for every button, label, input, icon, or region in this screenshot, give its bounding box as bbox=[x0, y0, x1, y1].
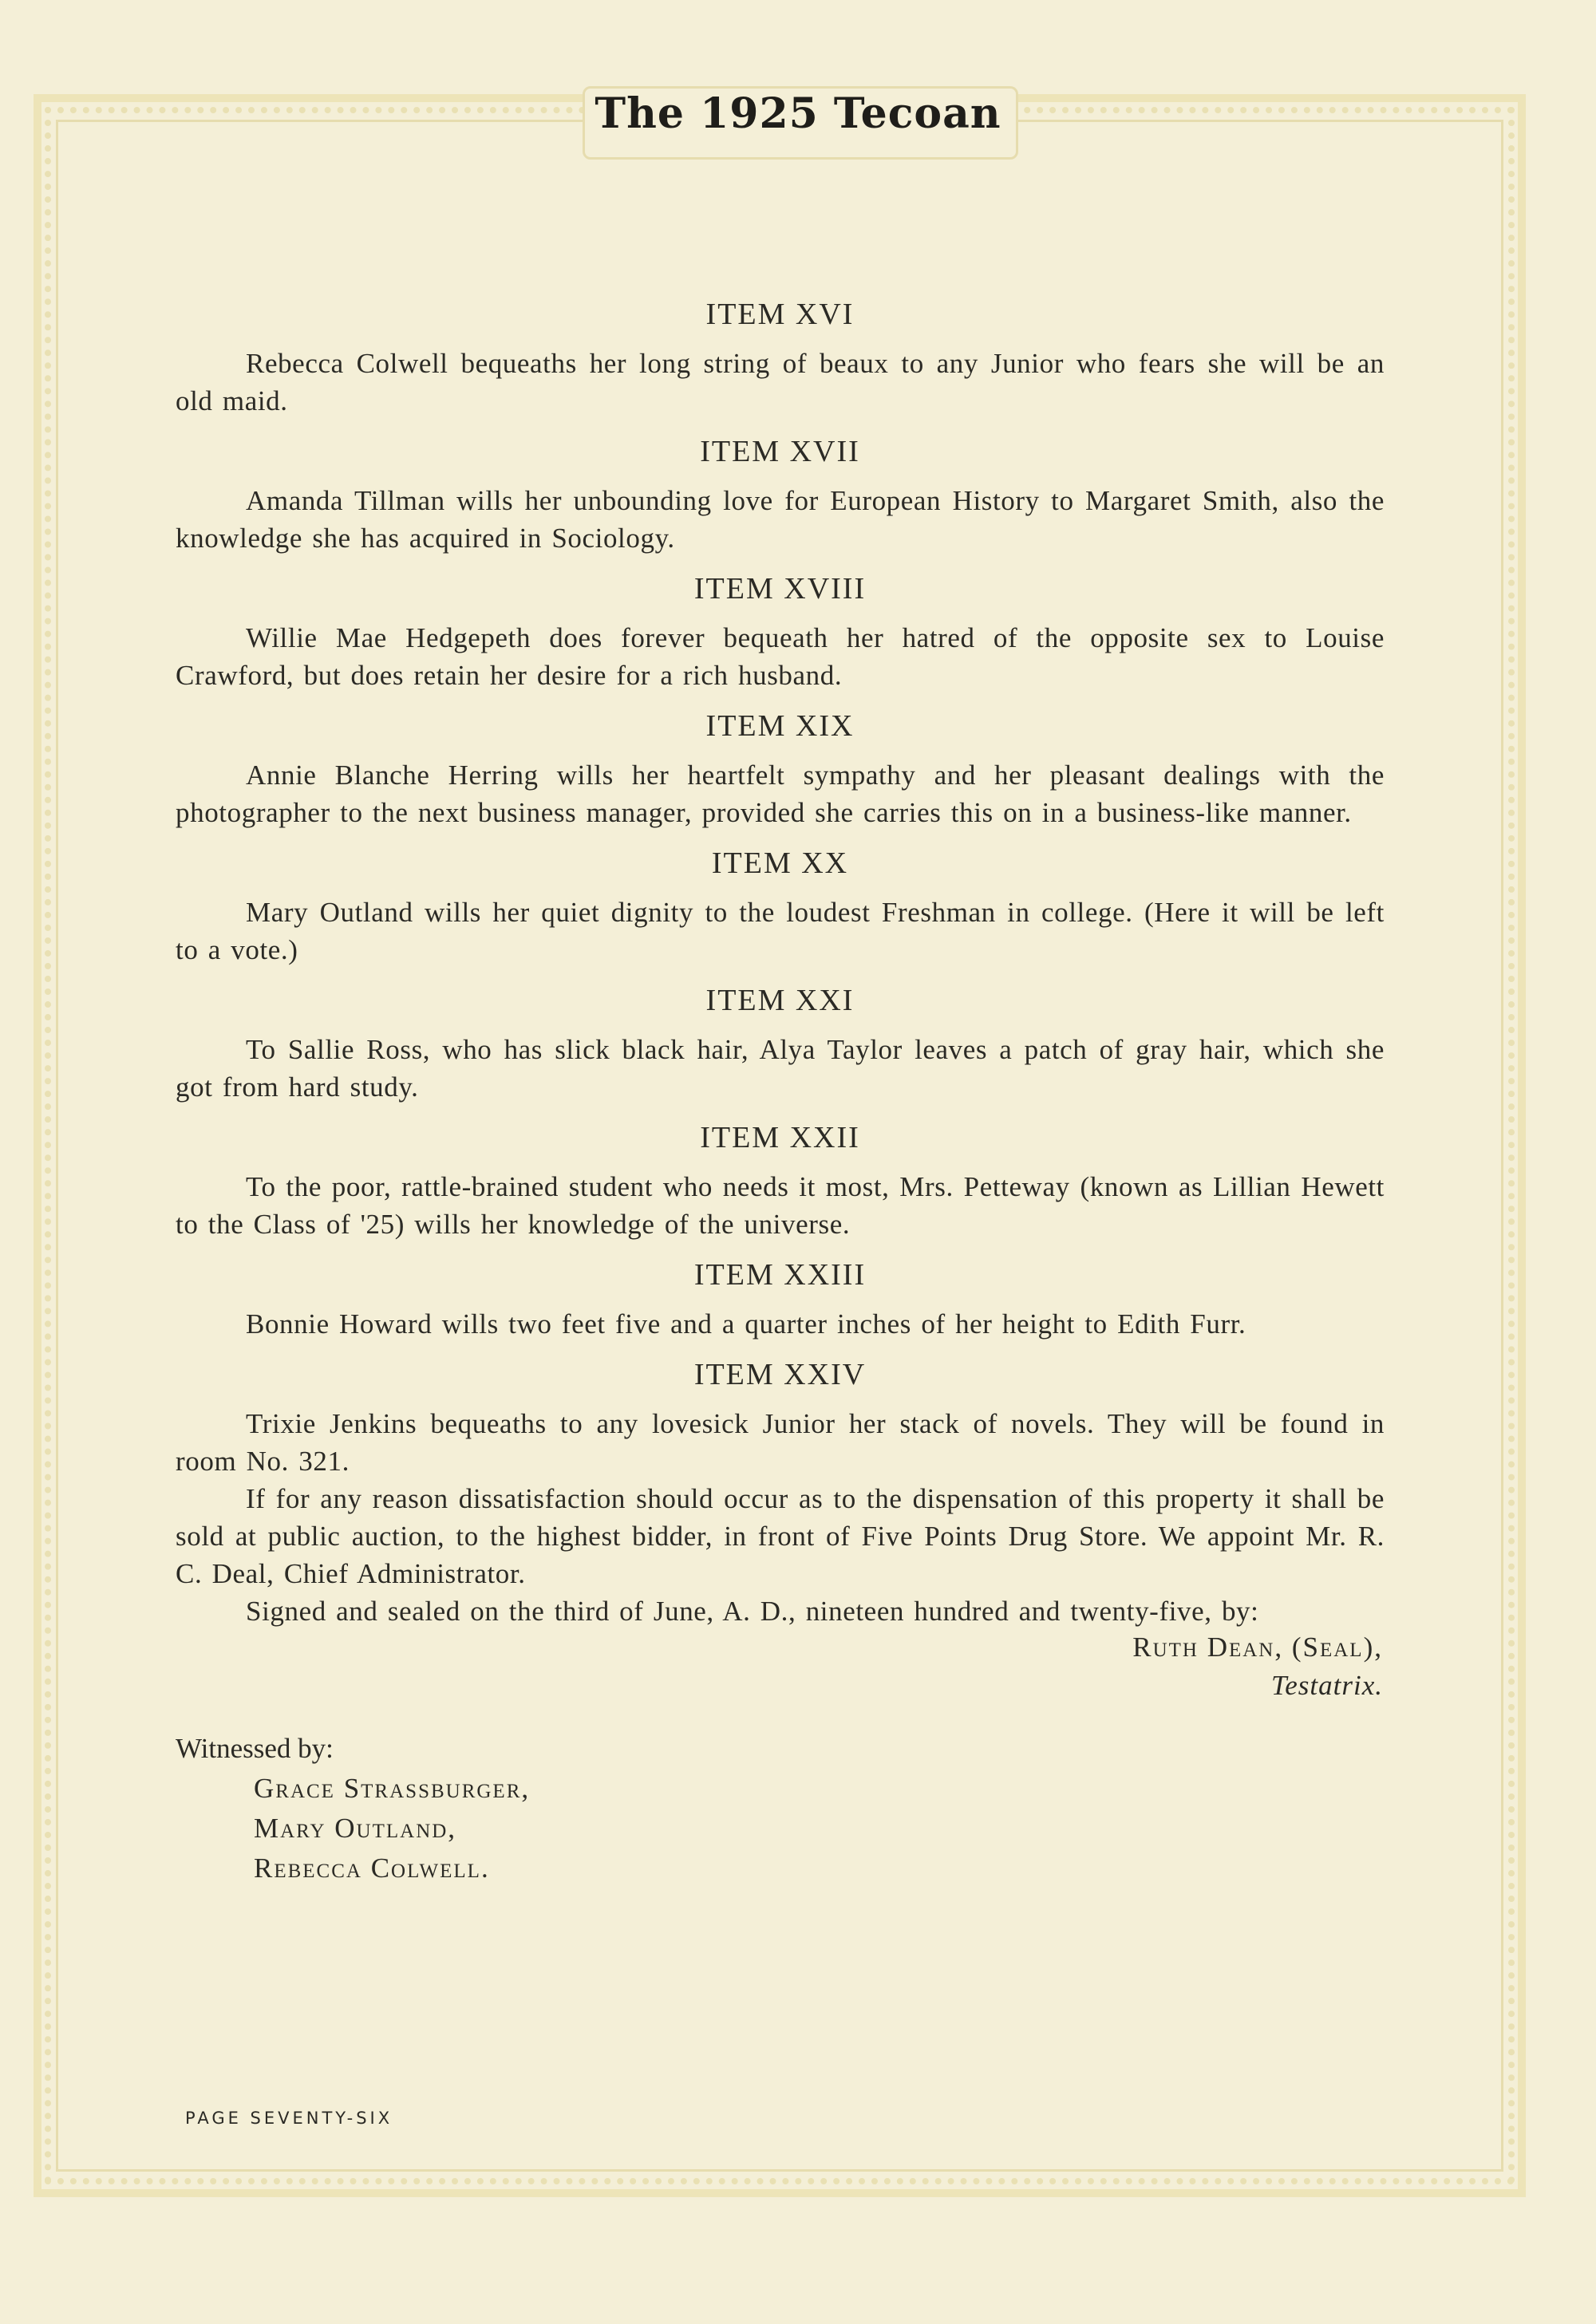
auction-paragraph: If for any reason dissatisfaction should occur as to the dispensation of this property it shall be sold at public auction, to the highest bidder, in front of Five Points Drug Store. We appoint Mr. R. C. Deal, Chief Administrator. bbox=[176, 1483, 1385, 1589]
item-heading: ITEM XVIII bbox=[693, 572, 867, 606]
item-heading: ITEM XX bbox=[711, 846, 849, 880]
signature-block bbox=[176, 1628, 1385, 1705]
page-title: The 1925 Tecoan bbox=[595, 89, 1001, 138]
signed-paragraph: Signed and sealed on the third of June, A. D., nineteen hundred and twenty-five, by: bbox=[246, 1596, 1259, 1627]
witness-name: Rebecca Colwell. bbox=[254, 1852, 490, 1884]
witness-block bbox=[176, 1729, 1385, 1888]
signatory-name: Ruth Dean, (Seal), bbox=[1132, 1632, 1383, 1663]
item-paragraph: Trixie Jenkins bequeaths to any lovesick Junior her stack of novels. They will be found in room No. 321. bbox=[176, 1408, 1385, 1477]
item-heading: ITEM XXII bbox=[700, 1121, 860, 1154]
witness-label: Witnessed by: bbox=[176, 1733, 334, 1764]
item-paragraph: Amanda Tillman wills her unbounding love for European History to Margaret Smith, also the knowledge she has acquired in Sociology. bbox=[176, 485, 1385, 554]
witness-name: Grace Strassburger, bbox=[254, 1773, 531, 1804]
will-text bbox=[176, 295, 1385, 1888]
item-heading: ITEM XXI bbox=[705, 984, 855, 1017]
item-heading: ITEM XXIV bbox=[693, 1358, 867, 1391]
item-paragraph: Willie Mae Hedgepeth does forever bequeath her hatred of the opposite sex to Louise Crawford, but does retain her desire for a rich husband. bbox=[176, 622, 1385, 691]
item-paragraph: To the poor, rattle-brained student who needs it most, Mrs. Petteway (known as Lillian Hewett to the Class of '25) wills her knowledge of the universe. bbox=[176, 1171, 1385, 1240]
item-heading: ITEM XVII bbox=[700, 435, 860, 468]
item-heading: ITEM XIX bbox=[705, 709, 855, 743]
item-paragraph: Mary Outland wills her quiet dignity to the loudest Freshman in college. (Here it will be left to a vote.) bbox=[176, 897, 1385, 965]
page-number: PAGE SEVENTY-SIX bbox=[185, 2109, 393, 2128]
item-paragraph: Rebecca Colwell bequeaths her long string of beaux to any Junior who fears she will be an old maid. bbox=[176, 348, 1385, 416]
item-paragraph: To Sallie Ross, who has slick black hair, Alya Taylor leaves a patch of gray hair, which she got from hard study. bbox=[176, 1034, 1385, 1103]
witness-name: Mary Outland, bbox=[254, 1813, 457, 1844]
item-paragraph: Bonnie Howard wills two feet five and a quarter inches of her height to Edith Furr. bbox=[246, 1308, 1246, 1340]
item-paragraph: Annie Blanche Herring wills her heartfelt sympathy and her pleasant dealings with the photographer to the next business manager, provided she carries this on in a business-like manner. bbox=[176, 760, 1385, 828]
item-heading: ITEM XXIII bbox=[693, 1258, 867, 1292]
item-heading: ITEM XVI bbox=[705, 298, 855, 331]
signatory-role: Testatrix. bbox=[1271, 1670, 1383, 1701]
